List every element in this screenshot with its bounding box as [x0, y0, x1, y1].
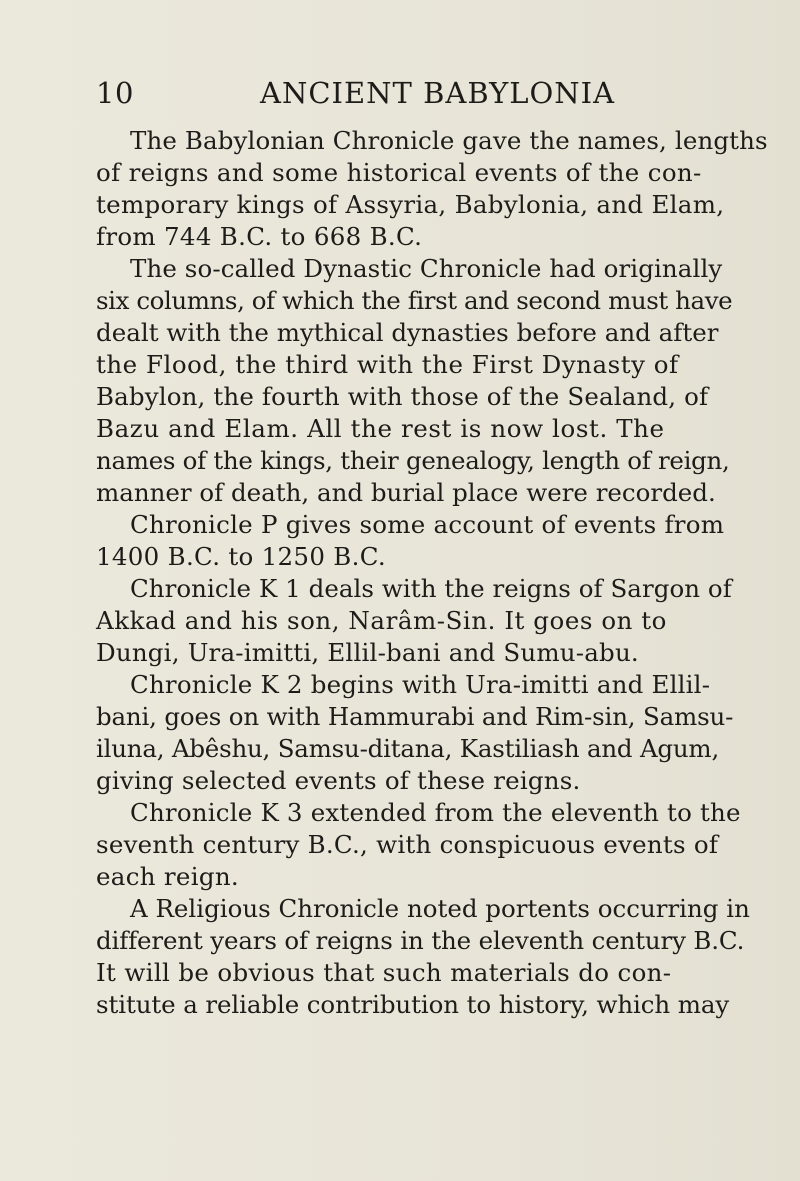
text-line: bani, goes on with Hammurabi and Rim-sin, Samsu- [96, 702, 734, 731]
text-line: Chronicle P gives some account of events from [130, 510, 725, 539]
text-line: Chronicle K 3 extended from the eleventh to the [130, 798, 741, 827]
text-line: 1400 B.C. to 1250 B.C. [96, 542, 386, 571]
text-line: Chronicle K 2 begins with Ura-imitti and Ellil- [130, 670, 711, 699]
text-line: The Babylonian Chronicle gave the names, lengths [130, 126, 768, 155]
page-number: 10 [96, 76, 134, 110]
text-line: temporary kings of Assyria, Babylonia, and Elam, [96, 190, 725, 219]
text-line: Bazu and Elam. All the rest is now lost. The [96, 414, 665, 443]
text-line: A Religious Chronicle noted portents occurring in [130, 894, 750, 923]
text-line: iluna, Abêshu, Samsu-ditana, Kastiliash and Agum, [96, 734, 720, 763]
text-line: giving selected events of these reigns. [96, 766, 581, 795]
text-line: manner of death, and burial place were recorded. [96, 478, 716, 507]
text-line: stitute a reliable contribution to history, which may [96, 990, 730, 1019]
text-line: different years of reigns in the eleventh century B.C. [96, 926, 745, 955]
running-head [96, 76, 696, 116]
text-line: the Flood, the third with the First Dynasty of [96, 350, 679, 379]
text-line: It will be obvious that such materials do con- [96, 958, 672, 987]
text-line: Akkad and his son, Narâm-Sin. It goes on to [96, 606, 667, 635]
text-line: of reigns and some historical events of the con- [96, 158, 702, 187]
book-title: ANCIENT BABYLONIA [260, 76, 616, 110]
text-line: Dungi, Ura-imitti, Ellil-bani and Sumu-abu. [96, 638, 639, 667]
text-line: seventh century B.C., with conspicuous events of [96, 830, 719, 859]
text-line: Babylon, the fourth with those of the Sealand, of [96, 382, 709, 411]
text-line: names of the kings, their genealogy, length of reign, [96, 446, 730, 475]
text-line: The so-called Dynastic Chronicle had originally [130, 254, 723, 283]
text-line: each reign. [96, 862, 239, 891]
text-line: six columns, of which the first and second must have [96, 286, 733, 315]
text-line: from 744 B.C. to 668 B.C. [96, 222, 423, 251]
text-line: Chronicle K 1 deals with the reigns of Sargon of [130, 574, 732, 603]
text-line: dealt with the mythical dynasties before and after [96, 318, 719, 347]
